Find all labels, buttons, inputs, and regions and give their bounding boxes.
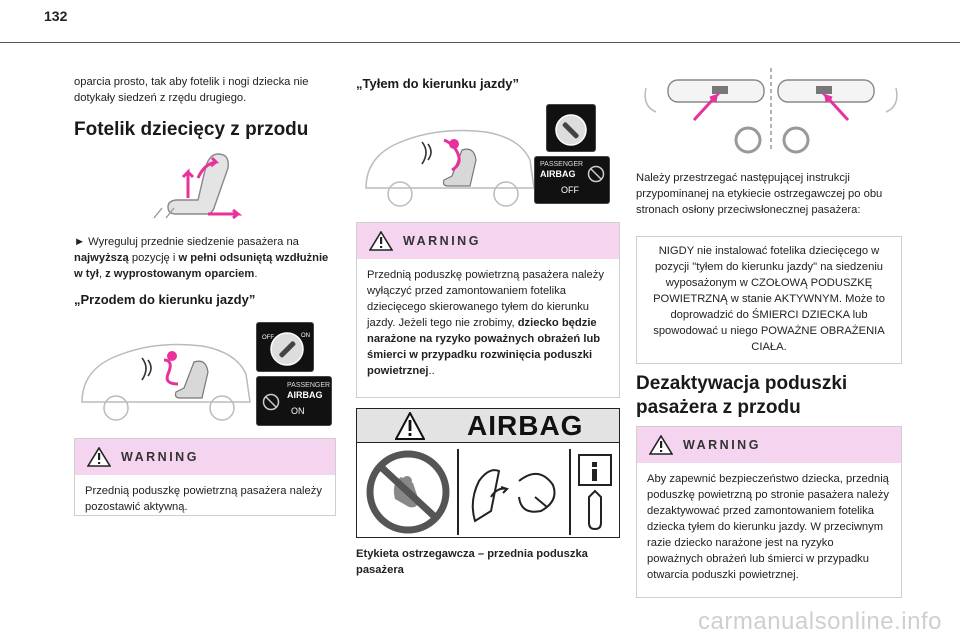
indicator-line1: PASSENGER [287,382,331,389]
passenger-airbag-on-indicator [256,376,332,426]
indicator-line2: AIRBAG [287,390,323,400]
warning-triangle-icon [395,412,425,440]
watermark: carmanualsonline.info [698,608,942,635]
warning-deactivate-airbag [356,222,620,398]
seat-airbag-illustration [461,451,567,533]
page-number: 132 [44,8,68,24]
manual-book-icon [575,453,615,533]
indicator-line1: PASSENGER [540,161,584,168]
label-header [357,409,619,443]
warning-header [75,439,335,475]
passenger-airbag-off-indicator [534,156,610,204]
airbag-warning-label [356,408,620,538]
warning-header [357,223,619,259]
intro-paragraph: oparcia prosto, tak aby fotelik i nogi dziecka nie dotykały siedzeń z rzędu drugiego. [74,76,309,104]
rear-facing-heading: „Tyłem do kierunku jazdy” [356,76,520,91]
indicator-line2: AIRBAG [540,169,576,179]
seat-adjustment-illustration [148,148,248,224]
car-forward-facing-illustration [74,330,254,424]
indicator-state: ON [291,406,305,416]
adjust-seat-step: ► Wyreguluj przednie siedzenie pasażera na najwyższą pozycję i w pełni odsuniętą wzdłużnie w tył, z wyprostowanym oparciem. [74,236,329,280]
warning-triangle-icon [649,435,673,455]
warning-title: WARNING [121,450,199,464]
warning-text: Przednią poduszkę powietrzną pasażera należy wyłączyć przed zamontowaniem fotelika dziecięcego skierowanego tyłem do kierunku jazdy. Jeżeli tego nie zrobimy, dziecko będzie narażone na ryzyko poważnych obrażeń lub śmierci w przypadku rozwinięcia poduszki powietrznej.. [367,269,604,377]
svg-text:OFF: OFF [262,335,274,341]
never-install-notice: NIGDY nie instalować fotelika dziecięcego w pozycji "tyłem do kierunku jazdy" na siedzeniu wyposażonym w CZOŁOWĄ PODUSZKĘ POWIETRZNĄ w stanie AKTYWNYM. Może to doprowadzić do ŚMIERCI DZIECKA lub spowodować u niego POWAŻNE OBRAŻENIA CIAŁA. [636,236,902,364]
section-title-deactivation: Dezaktywacja poduszki pasażera z przodu [636,373,848,418]
warning-keep-airbag-active [74,438,336,516]
airbag-disabled-icon [262,393,280,411]
airbag-switch-on-panel [256,322,314,372]
warning-triangle-icon [87,447,111,467]
no-rear-facing-seat-icon [363,449,453,535]
warning-title: WARNING [403,234,481,248]
warning-title: WARNING [683,438,761,452]
warning-text: Aby zapewnić bezpieczeństwo dziecka, przednią poduszkę powietrzną po stronie pasażera należy dezaktywować przed zamontowaniem fotelika dziecka tyłem do kierunku jazdy. W przeciwnym razie dziecko narażone jest na ryzyko poważnych obrażeń lub śmierci w przypadku otwarcia poduszki powietrznej. [647,473,889,581]
airbag-key-switch-icon [547,105,595,151]
airbag-key-switch-icon [257,323,313,371]
label-heading: AIRBAG [467,410,584,441]
step-bullet: ► [74,236,86,248]
car-rear-facing-illustration [358,114,538,210]
section-title-front-seat: Fotelik dziecięcy z przodu [74,119,309,140]
indicator-state: OFF [561,185,579,195]
airbag-switch-off-panel [546,104,596,152]
airbag-disabled-icon [587,165,605,183]
forward-facing-heading: „Przodem do kierunku jazdy” [74,292,256,307]
warning-triangle-icon [369,231,393,251]
sun-visor-label-illustration [640,60,902,160]
warning-child-safety [636,426,902,598]
warning-text: Przednią poduszkę powietrzną pasażera należy pozostawić aktywną. [85,485,322,513]
svg-text:ON: ON [301,333,310,339]
instruction-paragraph: Należy przestrzegać następującej instrukcji przypominanej na etykiecie ostrzegawczej po obu stronach osłony przeciwsłonecznej pasażera: [636,172,883,216]
header-rule [0,42,960,43]
warning-header [637,427,901,463]
label-caption: Etykieta ostrzegawcza – przednia poduszka pasażera [356,548,588,576]
